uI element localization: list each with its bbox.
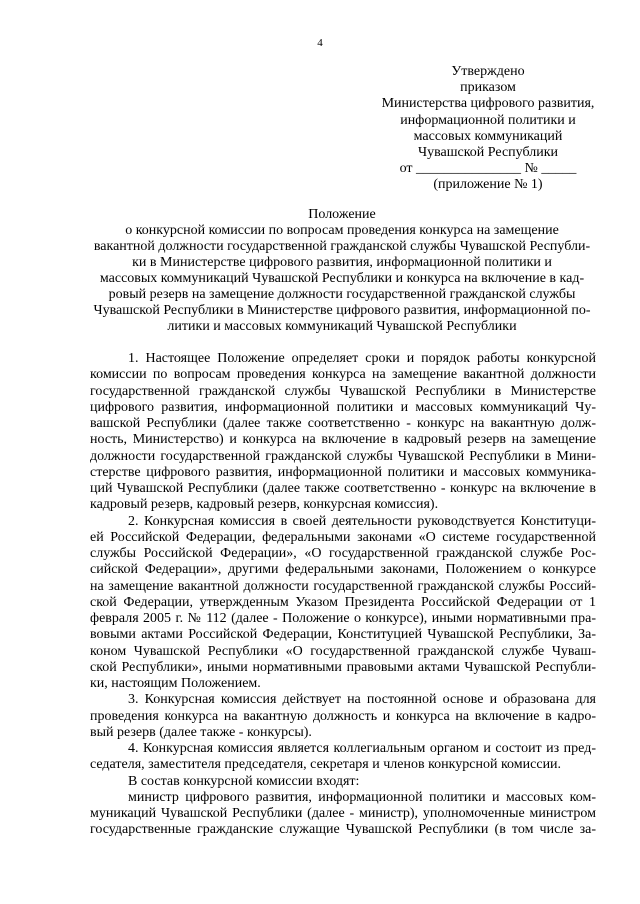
heading-line: ровый резерв на замещение должности государственной гражданской службы — [108, 287, 576, 302]
approval-line: Министерства цифрового развития, — [381, 96, 595, 112]
paragraph — [90, 514, 596, 693]
approval-line: приказом — [460, 80, 516, 96]
page-number: 4 — [317, 37, 323, 49]
paragraph — [90, 790, 596, 839]
paragraph-line: кадровый резерв, кадровый резерв, конкурсная комиссия). — [90, 497, 439, 513]
paragraph-line: ской Республики», иными нормативными правовыми актами Чувашской Республи- — [90, 659, 596, 675]
heading-line: ки в Министерстве цифрового развития, информационной политики и — [132, 255, 552, 270]
heading-line: массовых коммуникаций Чувашской Республики и конкурса на включение в кад- — [99, 271, 585, 286]
heading-line: вакантной должности государственной гражданской службы Чувашской Республи- — [93, 239, 591, 254]
paragraph-line: сийской Федерации», другими федеральными законами, Положением о конкурсе — [90, 562, 596, 578]
paragraph-line: вый резерв (далее также - конкурсы). — [90, 724, 312, 740]
paragraph-line: вашской Республики (далее также соответственно - конкурс на вакантную долж- — [90, 416, 596, 431]
paragraph-line: коном Чувашской Республики «О государственной гражданской службе Чуваш- — [90, 643, 596, 659]
paragraph-line: 1. Настоящее Положение определяет сроки и порядок работы конкурсной — [128, 351, 596, 366]
approval-block — [372, 64, 604, 194]
document-subtitle — [72, 223, 612, 335]
approval-line: от _______________ № _____ — [399, 161, 577, 177]
document-heading — [72, 207, 612, 335]
paragraph-line: на замещение вакантной должности государственной гражданской службы Россий- — [90, 578, 596, 594]
paragraph-line: стерстве цифрового развития, информационной политики и массовых коммуника- — [90, 464, 596, 480]
heading-line: литики и массовых коммуникаций Чувашской Республики — [167, 319, 517, 334]
paragraph-line: ки, настоящим Положением. — [90, 676, 261, 691]
paragraph-line: цифрового развития, информационной политики и массовых коммуникаций Чу- — [90, 399, 596, 415]
paragraph — [90, 774, 596, 790]
paragraph-line: 2. Конкурсная комиссия в своей деятельности руководствуется Конституци- — [128, 513, 596, 529]
paragraph-line: 4. Конкурсная комиссия является коллегиальным органом и состоит из пред- — [128, 741, 596, 756]
paragraph-line: проведения конкурса на вакантную должность и конкурса на включение в кадро- — [90, 708, 596, 724]
approval-line: массовых коммуникаций — [413, 128, 563, 144]
paragraph-line: 3. Конкурсная комиссия действует на постоянной основе и образована для — [128, 692, 596, 708]
heading-line: Чувашской Республики в Министерстве цифрового развития, информационной по- — [93, 303, 591, 318]
paragraph-line: должности государственной гражданской службы Чувашской Республики в Мини- — [90, 448, 596, 464]
approval-line: информационной политики и — [400, 112, 576, 128]
paragraph-line: ской Федерации, утвержденным Указом Президента Российской Федерации от 1 — [90, 594, 596, 610]
paragraph — [90, 692, 596, 741]
paragraph-line: февраля 2005 г. № 112 (далее - Положение о конкурсе), иными нормативными пра- — [90, 611, 596, 626]
paragraph-line: комиссии по вопросам проведения конкурса на замещение вакантной должности — [90, 367, 596, 383]
paragraph-line: ций Чувашской Республики (далее также соответственно - конкурс на включение в — [90, 481, 596, 496]
paragraph-line: седателя, заместителя председателя, секретаря и членов конкурсной комиссии. — [90, 757, 562, 773]
document-body — [90, 351, 596, 839]
approval-line: (приложение № 1) — [433, 177, 543, 193]
paragraph-line: вовыми актами Российской Федерации, Конституцией Чувашской Республики, За- — [90, 627, 596, 643]
paragraph-line: В состав конкурсной комиссии входят: — [128, 773, 360, 789]
paragraph-line: государственной гражданской службы Чувашской Республики в Министерстве — [90, 383, 596, 399]
paragraph-line: ность, Министерство) и конкурса на включение в кадровый резерв на замещение — [90, 432, 596, 448]
document-title: Положение — [308, 207, 376, 222]
paragraph-line: государственные гражданские служащие Чувашской Республики (в том числе за- — [90, 822, 596, 838]
paragraph — [90, 741, 596, 774]
paragraph-line: муникаций Чувашской Республики (далее - министр), уполномоченные министром — [90, 806, 596, 821]
paragraph-line: министр цифрового развития, информационной политики и массовых ком- — [128, 789, 596, 805]
paragraph — [90, 351, 596, 514]
heading-line: о конкурсной комиссии по вопросам проведения конкурса на замещение — [125, 223, 559, 238]
approval-line: Чувашской Республики — [417, 145, 559, 161]
approval-line: Утверждено — [451, 64, 525, 79]
paragraph-line: службы Российской Федерации», «О государственной гражданской службе Рос- — [90, 546, 596, 561]
paragraph-line: ей Российской Федерации, федеральными законами «О системе государственной — [90, 529, 596, 545]
